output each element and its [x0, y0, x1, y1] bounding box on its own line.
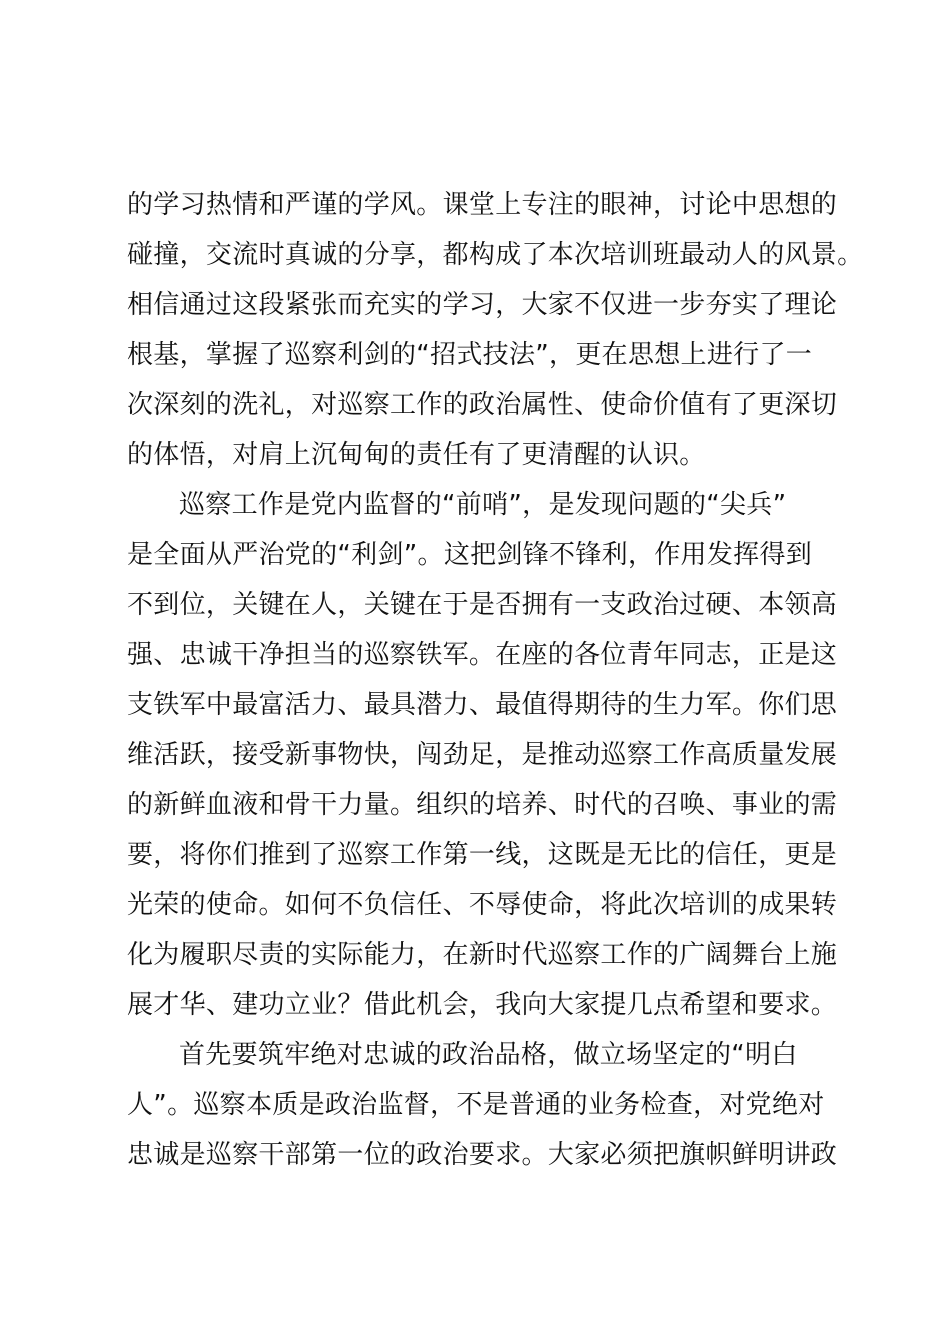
text-line: 的学习热情和严谨的学风。课堂上专注的眼神，讨论中思想的 [127, 190, 838, 220]
text-line: 要，将你们推到了巡察工作第一线，这既是无比的信任，更是 [127, 840, 838, 870]
text-line-first: 巡察工作是党内监督的“前哨”，是发现问题的“尖兵” [179, 490, 787, 520]
text-line: 根基，掌握了巡察利剑的“招式技法”，更在思想上进行了一 [127, 340, 813, 370]
text-line: 次深刻的洗礼，对巡察工作的政治属性、使命价值有了更深切 [127, 390, 838, 420]
text-line: 的体悟，对肩上沉甸甸的责任有了更清醒的认识。 [127, 440, 706, 470]
text-line: 维活跃，接受新事物快，闯劲足，是推动巡察工作高质量发展 [127, 740, 838, 770]
text-line: 碰撞，交流时真诚的分享，都构成了本次培训班最动人的风景。 [127, 240, 864, 270]
text-line: 展才华、建功立业？借此机会，我向大家提几点希望和要求。 [127, 990, 838, 1020]
text-line: 化为履职尽责的实际能力，在新时代巡察工作的广阔舞台上施 [127, 940, 838, 970]
text-line: 忠诚是巡察干部第一位的政治要求。大家必须把旗帜鲜明讲政 [127, 1140, 838, 1170]
text-line: 的新鲜血液和骨干力量。组织的培养、时代的召唤、事业的需 [127, 790, 838, 820]
text-line: 支铁军中最富活力、最具潜力、最值得期待的生力军。你们思 [127, 690, 838, 720]
document-body [127, 180, 864, 1180]
paragraph-2 [127, 480, 847, 1030]
text-line: 不到位，关键在人，关键在于是否拥有一支政治过硬、本领高 [127, 590, 838, 620]
text-line: 是全面从严治党的“利剑”。这把剑锋不锋利，作用发挥得到 [127, 540, 813, 570]
text-line: 相信通过这段紧张而充实的学习，大家不仅进一步夯实了理论 [127, 290, 838, 320]
text-line: 光荣的使命。如何不负信任、不辱使命，将此次培训的成果转 [127, 890, 838, 920]
text-line-first: 首先要筑牢绝对忠诚的政治品格，做立场坚定的“明白 [179, 1040, 798, 1070]
paragraph-3 [127, 1030, 847, 1180]
text-line: 人”。巡察本质是政治监督，不是普通的业务检查，对党绝对 [127, 1090, 825, 1120]
paragraph-1 [127, 180, 864, 480]
text-line: 强、忠诚干净担当的巡察铁军。在座的各位青年同志，正是这 [127, 640, 838, 670]
